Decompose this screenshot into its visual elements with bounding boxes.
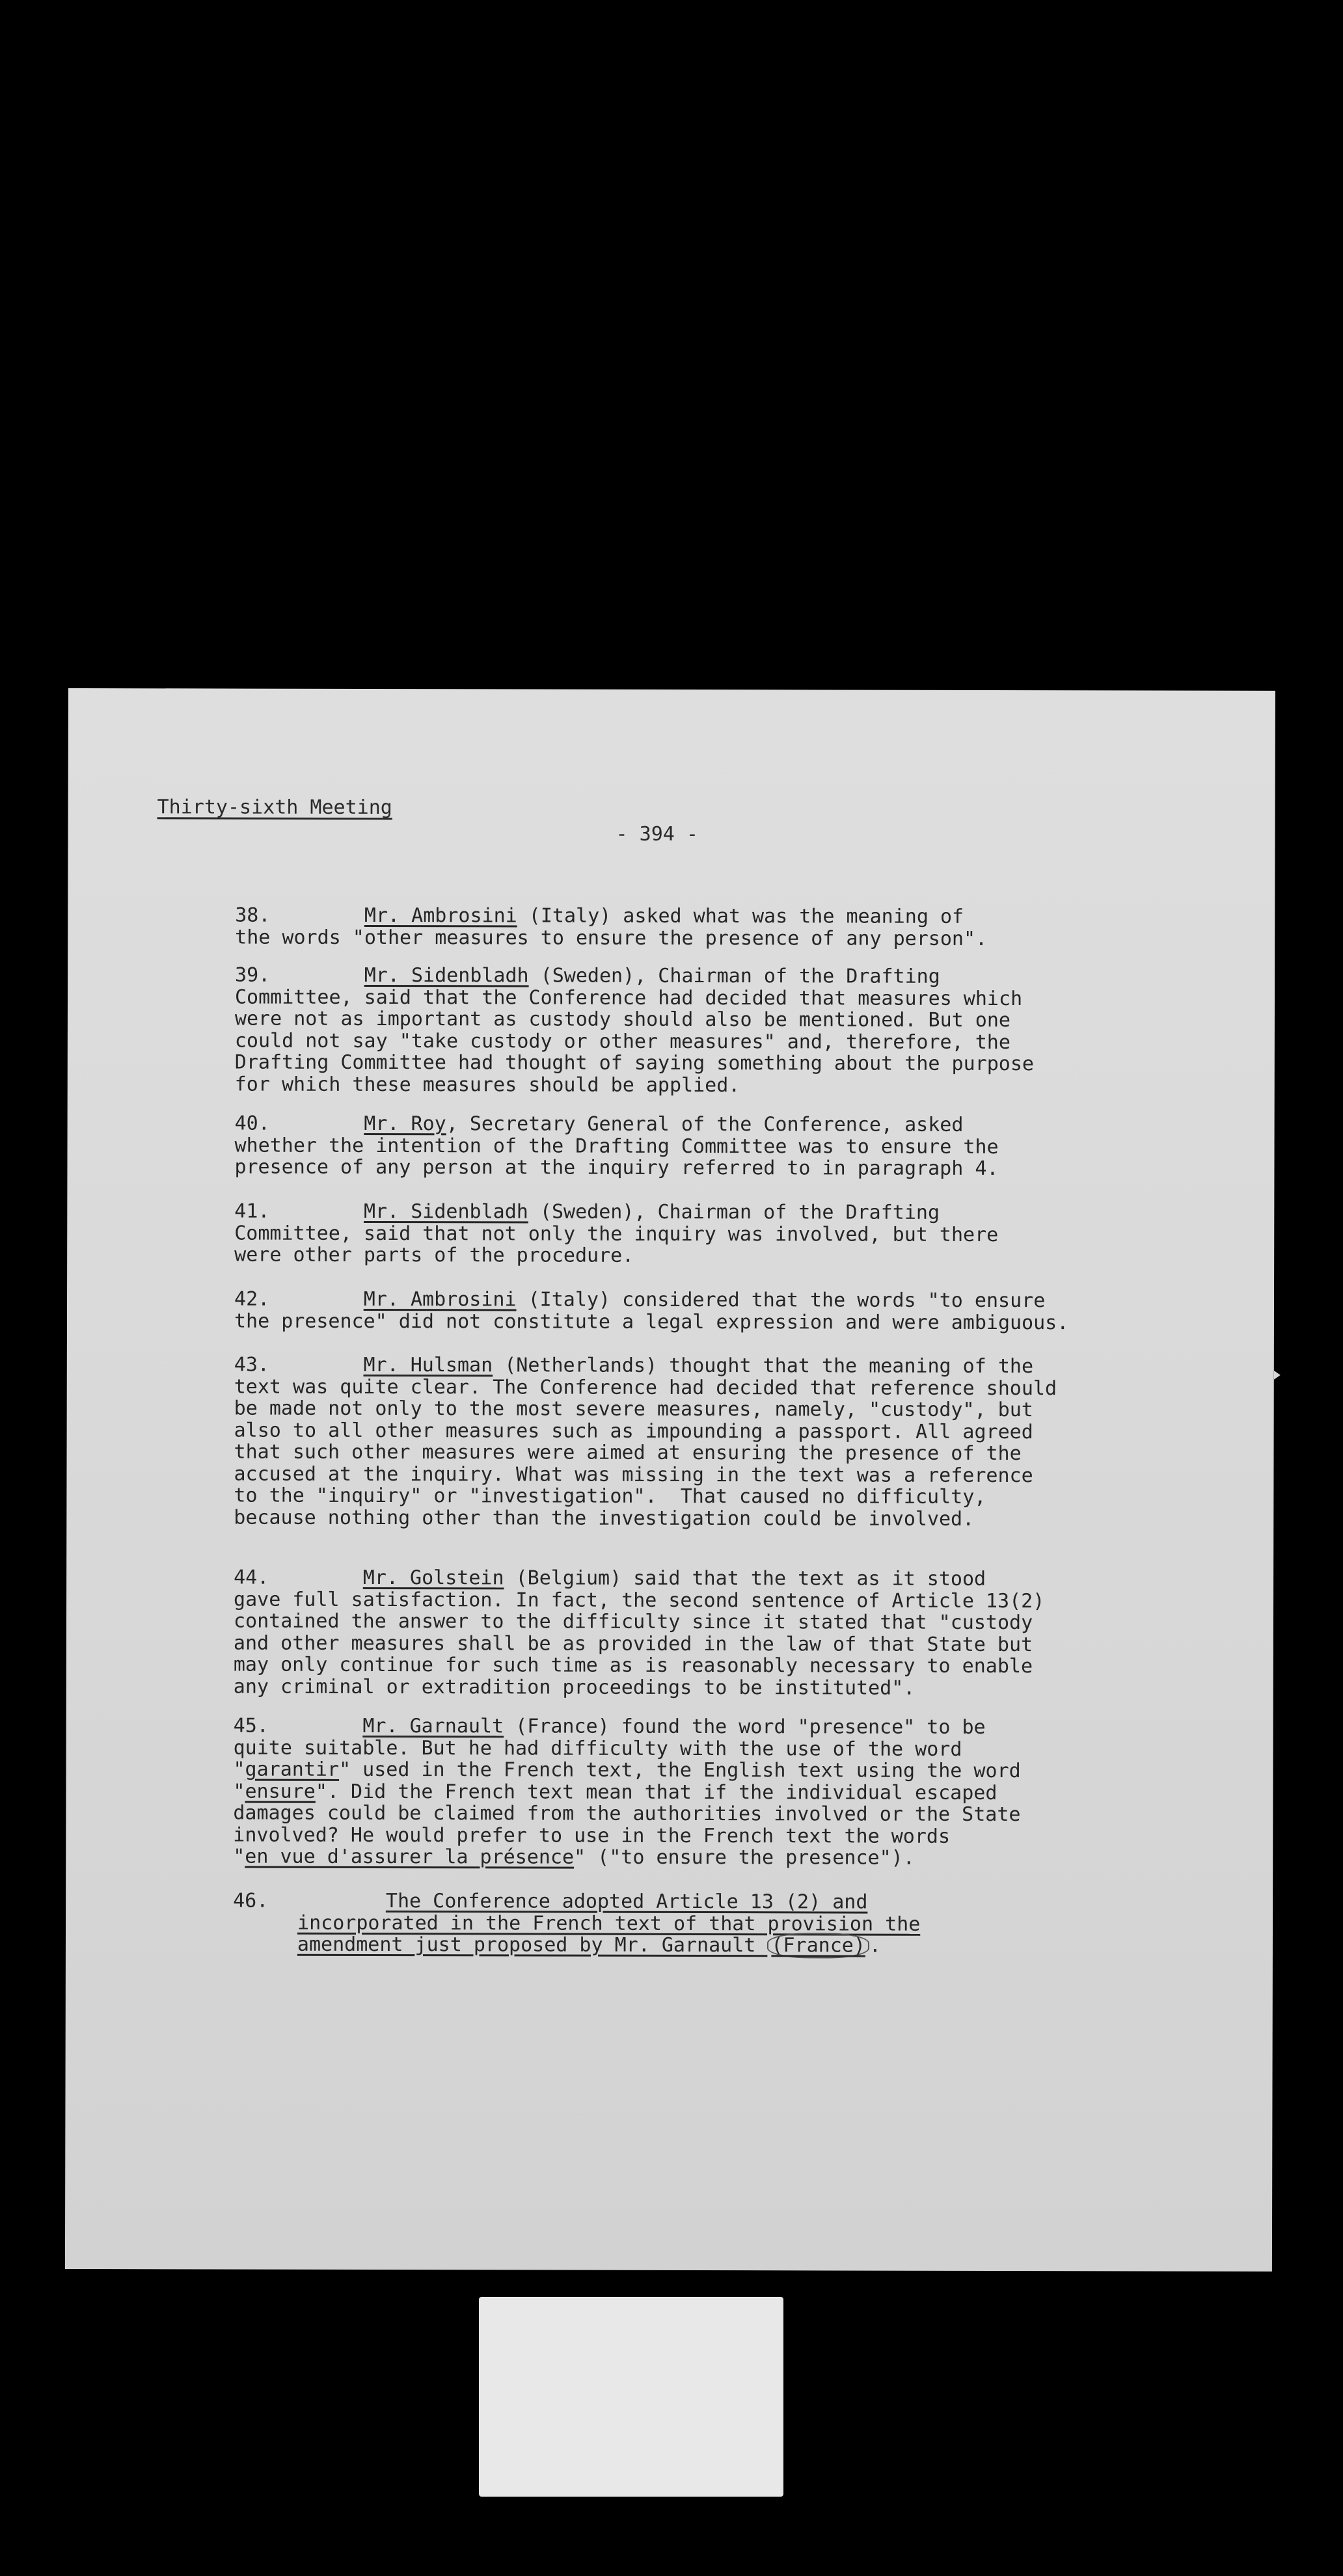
paragraph-first-line: 40. Mr. Roy, Secretary General of the Conference, asked: [234, 1112, 964, 1136]
paragraph-line: may only continue for such time as is reasonably necessary to enable: [233, 1653, 1033, 1678]
paragraph-39: [235, 965, 1276, 1097]
speaker-name: Mr. Garnault: [362, 1714, 504, 1738]
paragraph-first-line: 43. Mr. Hulsman (Netherlands) thought that the meaning of the: [234, 1353, 1034, 1378]
paragraph-line: and other measures shall be as provided in the law of that State but: [233, 1631, 1033, 1656]
paragraph-line: presence of any person at the inquiry referred to in paragraph 4.: [234, 1155, 999, 1180]
paragraph-line: Committee, said that the Conference had decided that measures which: [234, 986, 1023, 1010]
paragraph-first-line: 44. Mr. Golstein (Belgium) said that the text as it stood: [234, 1566, 986, 1590]
circled-country: (France): [767, 1933, 869, 1958]
paragraph-line: be made not only to the most severe measures, namely, "custody", but: [234, 1397, 1033, 1422]
paragraph-line: could not say "take custody or other measures" and, therefore, the: [234, 1029, 1011, 1054]
paragraph-45: [233, 1715, 1274, 1870]
speaker-name: Mr. Ambrosini: [363, 1287, 517, 1311]
paragraph-first-line: 42. Mr. Ambrosini (Italy) considered that the words "to ensure: [234, 1287, 1046, 1313]
paragraph-first-line: 41. Mr. Sidenbladh (Sweden), Chairman of the Drafting: [234, 1200, 940, 1224]
paragraph-line: for which these measures should be applied.: [234, 1073, 740, 1097]
paragraph-number: 39.: [235, 963, 271, 987]
paragraph-line: "ensure". Did the French text mean that if the individual escaped: [233, 1780, 997, 1805]
meeting-header: Thirty-sixth Meeting: [157, 796, 392, 820]
paragraph-line: were other parts of the procedure.: [234, 1243, 634, 1267]
paragraph-42: [234, 1289, 1275, 1334]
paragraph-line: gave full satisfaction. In fact, the second sentence of Article 13(2): [234, 1588, 1045, 1613]
paragraph-line: also to all other measures such as impounding a passport. All agreed: [234, 1419, 1033, 1443]
paragraph-number: 40.: [234, 1112, 270, 1135]
paragraph-number: 46.: [233, 1889, 269, 1912]
paragraph-line: text was quite clear. The Conference had decided that reference should: [234, 1375, 1057, 1400]
blank-card: [479, 2297, 783, 2497]
paragraph-number: 38.: [235, 904, 271, 927]
paragraph-line: any criminal or extradition proceedings to be instituted".: [233, 1675, 916, 1700]
paragraph-line: involved? He would prefer to use in the French text the words: [233, 1823, 951, 1848]
paragraph-line: "garantir" used in the French text, the English text using the word: [233, 1758, 1021, 1783]
paragraph-line: damages could be claimed from the authorities involved or the State: [233, 1801, 1021, 1827]
paragraph-line: the words "other measures to ensure the presence of any person".: [235, 926, 988, 950]
paragraph-38: [235, 905, 1276, 950]
speaker-name: Mr. Roy: [364, 1112, 446, 1136]
speaker-name: Mr. Sidenbladh: [363, 1200, 528, 1224]
underlined-term: ensure: [245, 1780, 316, 1803]
underlined-term: en vue d'assurer la présence: [245, 1845, 575, 1869]
speaker-name: Mr. Sidenbladh: [364, 963, 529, 987]
paragraph-line: that such other measures were aimed at ensuring the presence of the: [234, 1440, 1022, 1466]
paragraph-line: were not as important as custody should also be mentioned. But one: [234, 1007, 1011, 1032]
paragraph-line: because nothing other than the investigation could be involved.: [234, 1506, 975, 1531]
paragraph-line: Drafting Committee had thought of saying something about the purpose: [234, 1051, 1035, 1076]
paragraph-line: accused at the inquiry. What was missing in the text was a reference: [234, 1462, 1033, 1487]
paragraph-line: the presence" did not constitute a legal expression and were ambiguous.: [234, 1309, 1069, 1334]
underlined-term: garantir: [245, 1758, 340, 1781]
paragraph-41: [234, 1201, 1275, 1268]
paragraph-line: to the "inquiry" or "investigation". That caused no difficulty,: [234, 1484, 986, 1509]
paragraph-line: Committee, said that not only the inquiry was involved, but there: [234, 1222, 999, 1246]
paragraph-line: whether the intention of the Drafting Committee was to ensure the: [234, 1134, 999, 1159]
paragraph-number: 42.: [234, 1287, 270, 1311]
paragraph-44: [234, 1567, 1275, 1700]
paragraph-line: "en vue d'assurer la présence" ("to ensure the presence").: [233, 1845, 915, 1870]
resolution-first-line: 46. The Conference adopted Article 13 (2) and: [233, 1889, 868, 1914]
resolution-line: incorporated in the French text of that provision the: [297, 1911, 921, 1936]
paragraph-first-line: 45. Mr. Garnault (France) found the word "presence" to be: [233, 1714, 986, 1739]
speaker-name: Mr. Golstein: [362, 1566, 504, 1590]
paragraph-line: contained the answer to the difficulty since it stated that "custody: [233, 1609, 1033, 1635]
paragraph-40: [234, 1113, 1275, 1181]
paragraph-number: 43.: [234, 1353, 270, 1376]
paragraph-43: [234, 1354, 1275, 1531]
paragraph-first-line: 39. Mr. Sidenbladh (Sweden), Chairman of the Drafting: [235, 963, 940, 988]
paragraph-number: 45.: [233, 1714, 269, 1737]
resolution-46: [233, 1890, 920, 1957]
resolution-line: amendment just proposed by Mr. Garnault (France) .: [297, 1933, 882, 1957]
document-page: [65, 688, 1275, 2272]
paragraph-number: 41.: [234, 1200, 270, 1223]
paragraph-first-line: 38. Mr. Ambrosini (Italy) asked what was the meaning of: [235, 904, 964, 928]
speaker-name: Mr. Hulsman: [363, 1353, 493, 1377]
page-number: - 394 -: [616, 822, 699, 846]
paragraph-line: quite suitable. But he had difficulty with the use of the word: [233, 1736, 962, 1761]
speaker-name: Mr. Ambrosini: [364, 904, 517, 928]
paragraph-number: 44.: [234, 1566, 269, 1589]
